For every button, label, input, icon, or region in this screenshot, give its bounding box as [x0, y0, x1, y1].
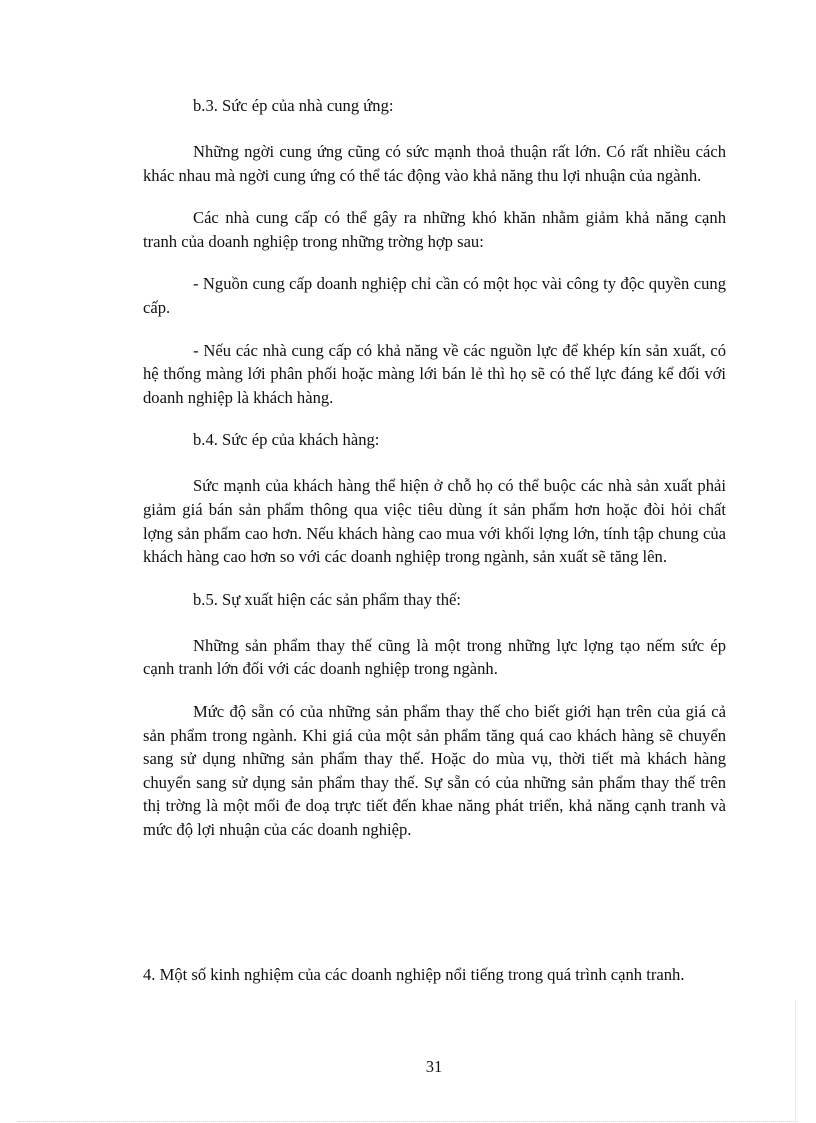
paragraph-6: Những sản phẩm thay thế cũng là một trong những lực lợng tạo nếm sức ép cạnh tranh lớn đối với các doanh nghiệp trong ngành. [143, 635, 726, 679]
heading-b4: b.4. Sức ép của khách hàng: [193, 430, 380, 450]
paragraph-4: - Nếu các nhà cung cấp có khả năng về các nguồn lực để khép kín sản xuất, có hệ thống màng lới phân phối hoặc màng lới bán lẻ thì họ sẽ có thế lực đáng kể đối với doanh nghiệp là khách hàng. [143, 340, 726, 407]
page-body [143, 94, 726, 860]
page-edge-rule-bottom [18, 1121, 798, 1122]
paragraph-3: - Nguồn cung cấp doanh nghiệp chỉ cần có một học vài công ty độc quyền cung cấp. [143, 274, 726, 317]
heading-b5: b.5. Sự xuất hiện các sản phẩm thay thế: [193, 589, 461, 609]
paragraph-7: Mức độ sẵn có của những sản phẩm thay thế cho biết giới hạn trên của giá cả sản phẩm trong ngành. Khi giá của một sản phẩm tăng quá cao khách hàng sẽ chuyển sang sử dụng những sản phẩm thay thế. Hoặc do mùa vụ, thời tiết mà khách hàng chuyển sang sử dụng sản phẩm thay thế. Sự sẵn có của những sản phẩm thay thế trên thị trờng là một mối đe doạ trực tiết đến khae năng phát triển, khả năng cạnh tranh và mức độ lợi nhuận của các doanh nghiệp. [143, 701, 726, 839]
section-4-title: 4. Một số kinh nghiệm của các doanh nghiệp nổi tiếng trong quá trình cạnh tranh. [143, 965, 685, 984]
heading-b3: b.3. Sức ép của nhà cung ứng: [193, 96, 394, 115]
paragraph-1: Những ngời cung ứng cũng có sức mạnh thoả thuận rất lớn. Có rất nhiều cách khác nhau mà ngời cung ứng có thể tác động vào khả năng thu lợi nhuận của ngành. [143, 142, 726, 185]
paragraph-2: Các nhà cung cấp có thể gây ra những khó khăn nhằm giảm khả năng cạnh tranh của doanh nghiệp trong những trờng hợp sau: [143, 208, 726, 251]
page-number: 31 [425, 1057, 443, 1076]
paragraph-5: Sức mạnh của khách hàng thể hiện ở chỗ họ có thể buộc các nhà sản xuất phải giảm giá bán sản phẩm thông qua việc tiêu dùng ít sản phẩm hơn hoặc đòi hỏi chất lợng sản phẩm cao hơn. Nếu khách hàng cao mua với khối lợng lớn, tính tập chung của khách hàng cao hơn so với các doanh nghiệp trong ngành, sản xuất sẽ tăng lên. [143, 476, 726, 567]
page-edge-rule-right [795, 1000, 796, 1119]
